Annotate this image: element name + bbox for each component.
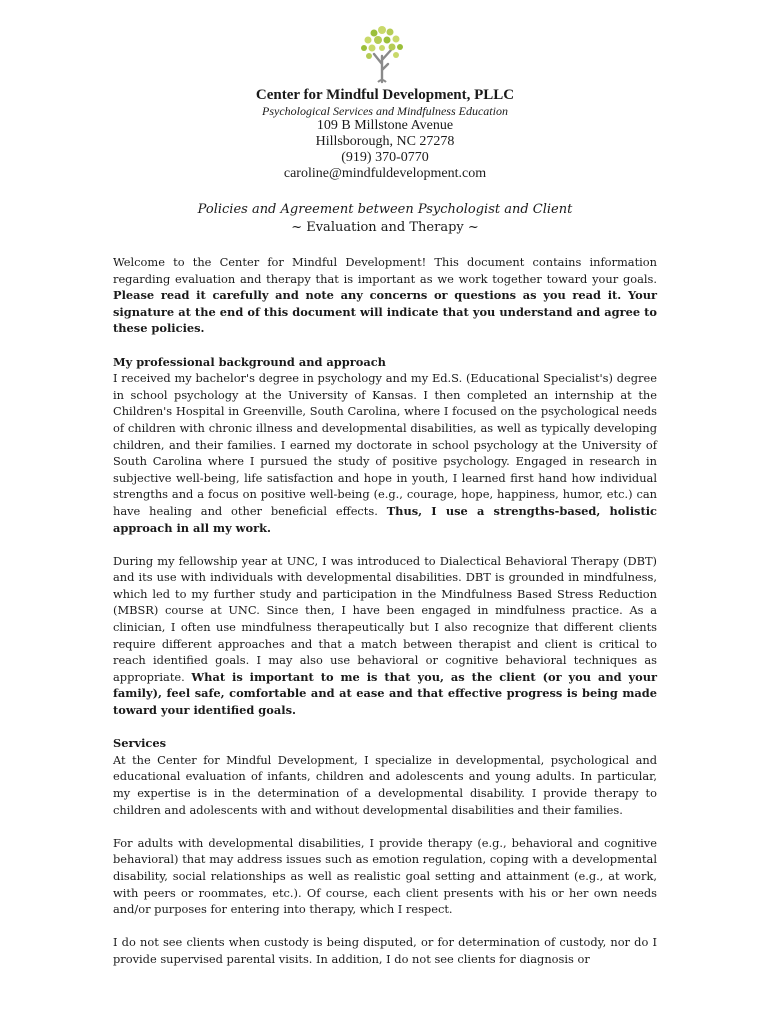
- fellowship-text: During my fellowship year at UNC, I was introduced to Dialectical Behavioral Therapy (DBT) and its use with individuals with developmental disabilities. DBT is grounded in mindfulness, which led to my further study and participation in the Mindfulness Based Stress Reduction (MBSR) course at UNC. Since then, I have been engaged in mindfulness practice. As a clinician, I often use mindfulness therapeutically but I also recognize that different clients require different approaches and that a match between therapist and client is critical to reach identified goals. I may also use behavioral or cognitive behavioral techniques as appropriate.: [113, 553, 657, 684]
- organization-name: Center for Mindful Development, PLLC: [255, 87, 515, 103]
- organization-tagline: Psychological Services and Mindfulness Education: [262, 104, 508, 118]
- city-address: Hillsborough, NC 27278: [315, 134, 455, 149]
- intro-paragraph: [113, 254, 657, 337]
- title-line-2: ~ Evaluation and Therapy ~: [291, 220, 479, 235]
- background-text: I received my bachelor's degree in psychology and my Ed.S. (Educational Specialist's) degree in school psychology at the University of Kansas. I then completed an internship at the Children's Hospital in Greenville, South Carolina, where I focused on the psychological needs of children with chronic illness and developmental disabilities, as well as typically developing children, and their families. I earned my doctorate in school psychology at the University of South Carolina where I pursued the study of positive psychology. Engaged in research in subjective well-being, life satisfaction and hope in youth, I learned first hand how individual strengths and a focus on positive well-being (e.g., courage, hope, happiness, humor, etc.) can have healing and other beneficial effects.: [113, 371, 657, 518]
- services-heading: Services: [113, 736, 167, 751]
- adults-paragraph: For adults with developmental disabilities, I provide therapy (e.g., behavioral and cognitive behavioral) that may address issues such as emotion regulation, coping with a developmental disability, social relationships as well as realistic goal setting and attainment (e.g., at work, with peers or roommates, etc.). Of course, each client presents with his or her own needs and/or purposes for entering into therapy, which I respect.: [113, 835, 657, 917]
- background-bold-text: Thus, I use a strengths-based, holistic approach in all my work.: [113, 503, 657, 535]
- letterhead: [0, 86, 770, 182]
- street-address: 109 B Millstone Avenue: [316, 118, 454, 133]
- services-section: [113, 735, 657, 818]
- fellowship-bold-text: What is important to me is that you, as the client (or you and your family), feel safe, comfortable and at ease and that effective progress is being made toward your identified goals.: [113, 669, 657, 718]
- background-heading: My professional background and approach: [113, 354, 386, 369]
- intro-bold-text: Please read it carefully and note any concerns or questions as you read it. Your signature at the end of this document will indicate that you understand and agree to these policies.: [113, 288, 657, 336]
- fellowship-paragraph: [113, 553, 657, 719]
- email-address: caroline@mindfuldevelopment.com: [283, 166, 487, 181]
- tree-logo-icon: [352, 20, 412, 84]
- custody-paragraph: I do not see clients when custody is being disputed, or for determination of custody, nor do I provide supervised parental visits. In addition, I do not see clients for diagnosis or: [113, 935, 657, 966]
- title-line-1: Policies and Agreement between Psychologist and Client: [197, 202, 573, 217]
- phone-number: (919) 370-0770: [341, 150, 429, 165]
- background-section: [113, 354, 657, 537]
- intro-text: Welcome to the Center for Mindful Development! This document contains information regarding evaluation and therapy that is important as we work together toward your goals.: [113, 255, 657, 286]
- document-title: [0, 201, 770, 237]
- services-text: At the Center for Mindful Development, I specialize in developmental, psychological and educational evaluation of infants, children and adolescents and young adults. In particular, my expertise is in the determination of a developmental disability. I provide therapy to children and adolescents with and without developmental disabilities and their families.: [113, 752, 657, 817]
- document-body: [113, 254, 657, 984]
